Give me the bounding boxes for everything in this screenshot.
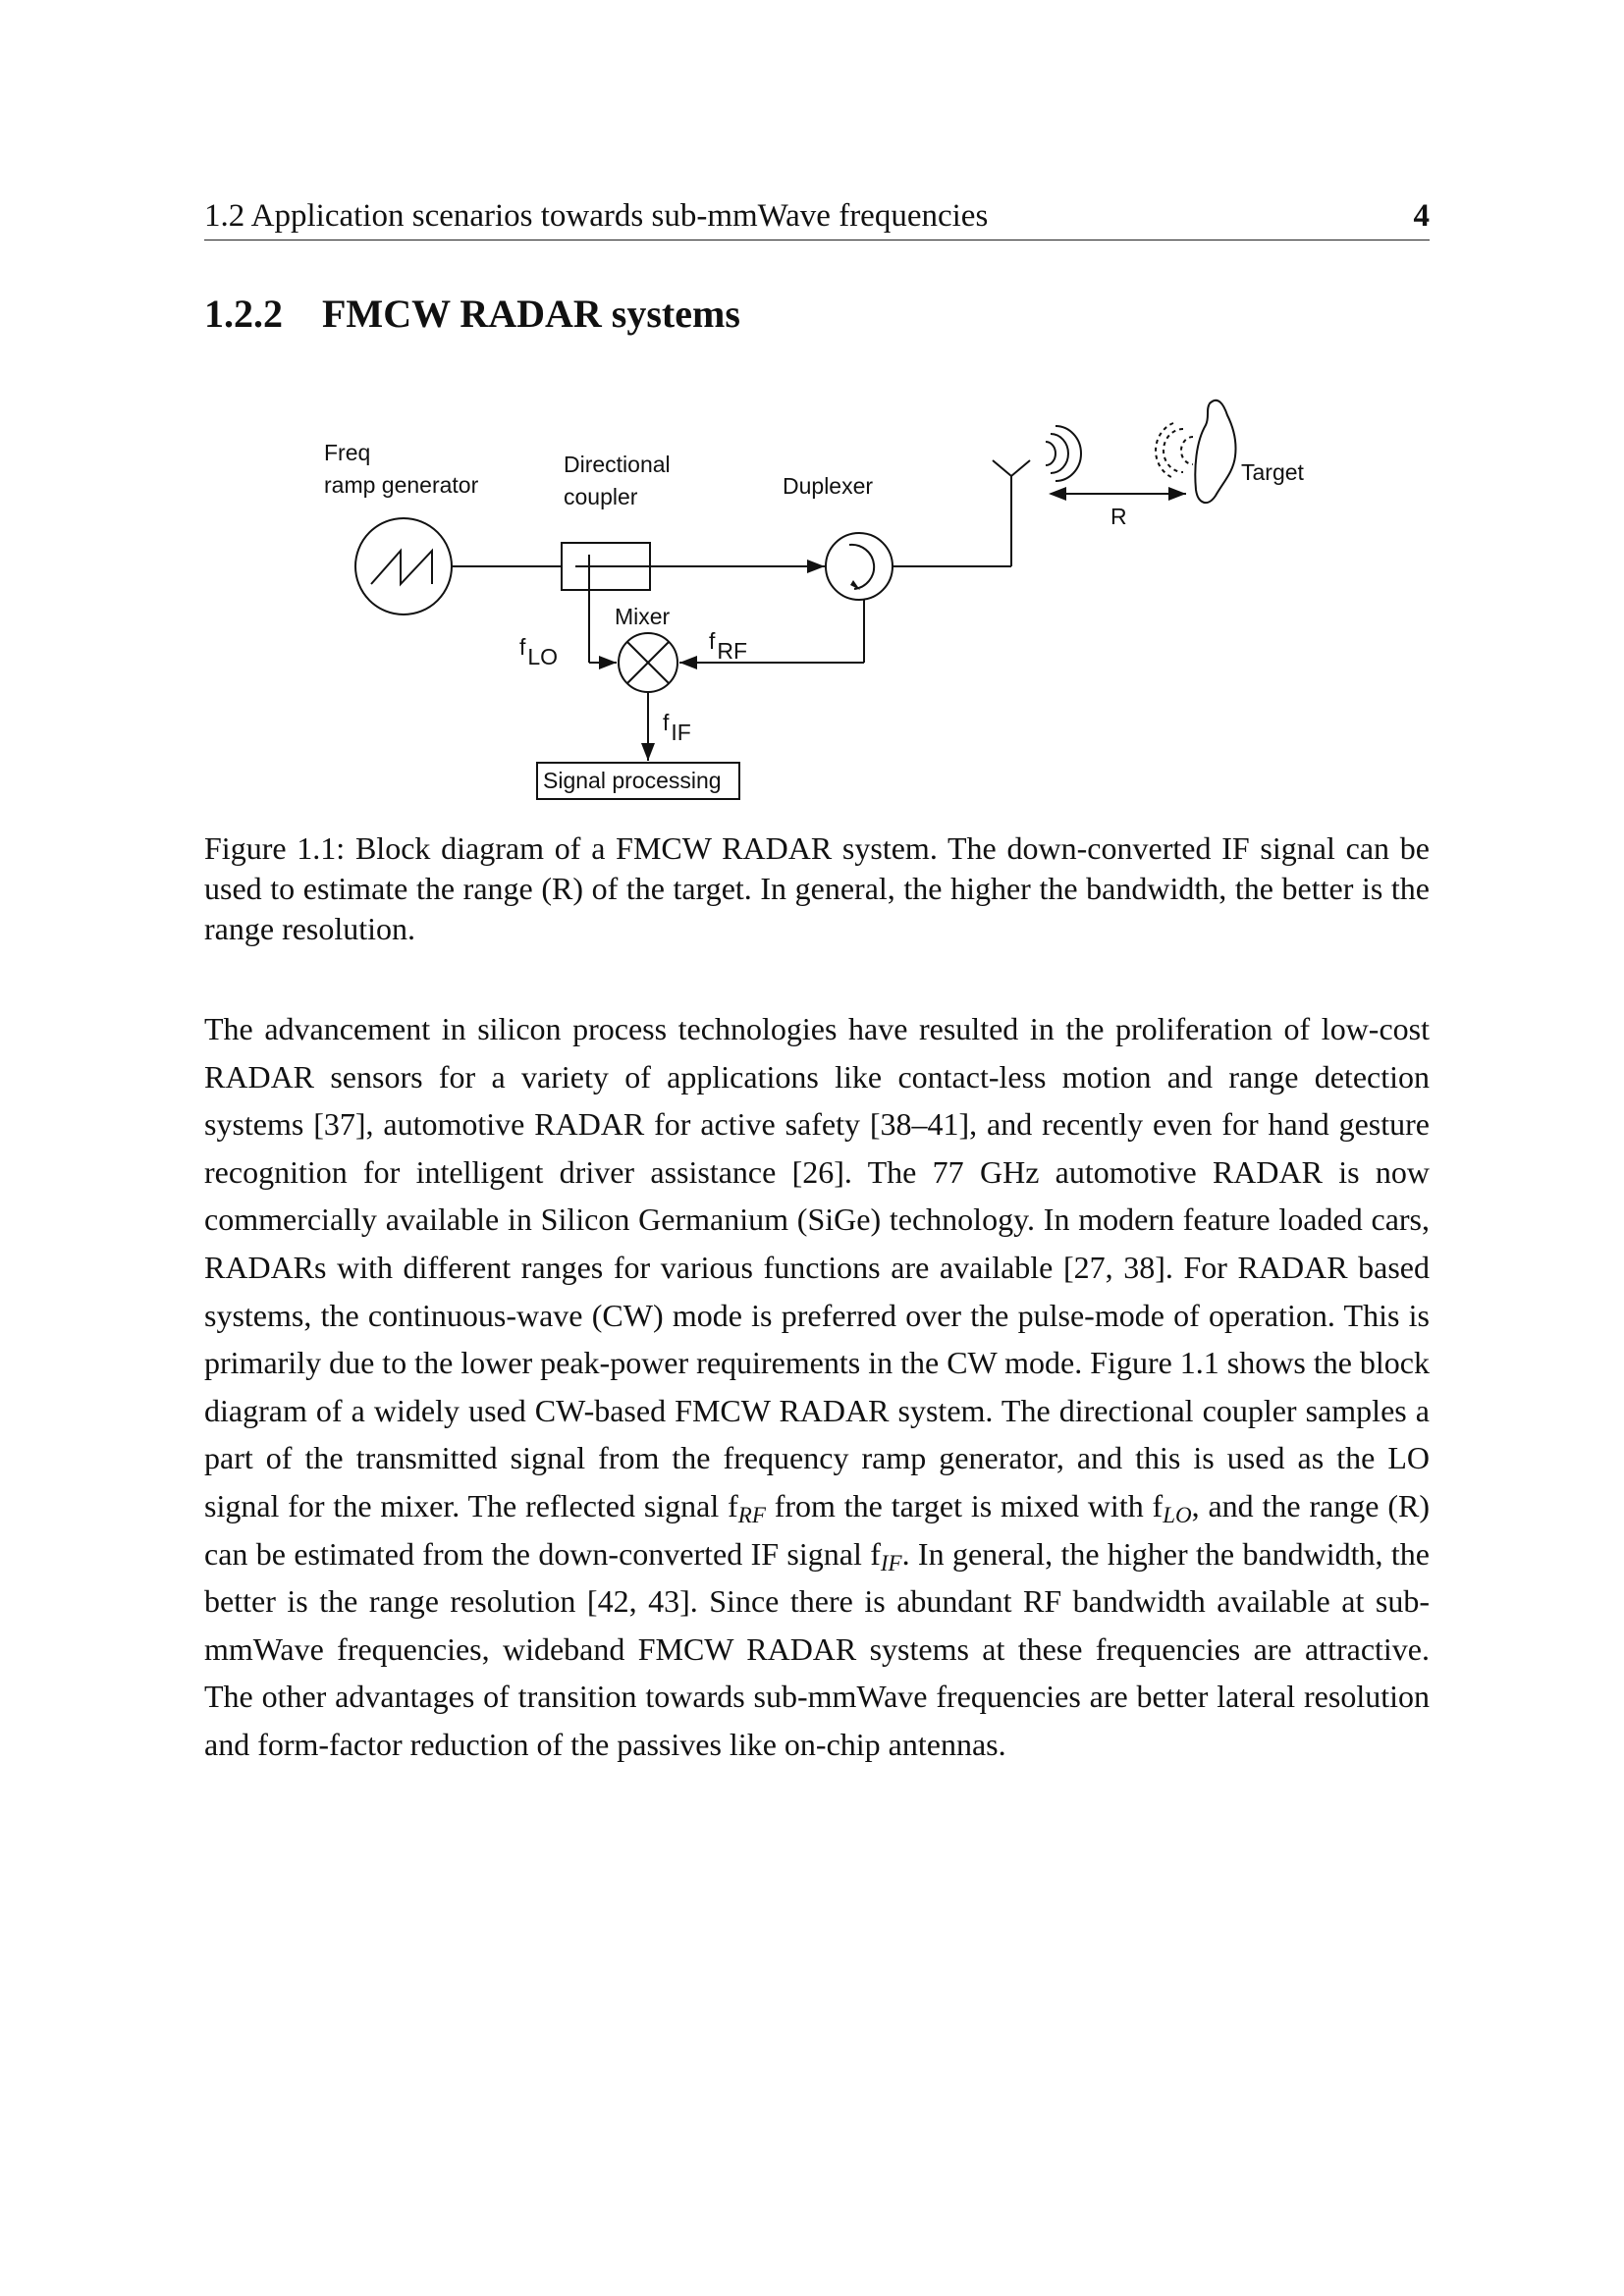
running-header (204, 194, 1430, 240)
range-label: R (1110, 504, 1127, 529)
section-number: 1.2.2 (204, 292, 283, 336)
duplexer-label: Duplexer (783, 473, 874, 499)
ramp-generator-label: Freq ramp generator (324, 440, 479, 499)
mixer-label: Mixer (615, 604, 671, 629)
section-title: FMCW RADAR systems (322, 292, 740, 336)
antenna-icon (993, 460, 1030, 476)
f-if-label: fIF (663, 710, 691, 745)
page-number: 4 (1413, 198, 1430, 234)
f-rf-label: fRF (709, 628, 748, 664)
radiated-wave-icon (1046, 426, 1081, 481)
coupler-label: Directional coupler (564, 452, 671, 510)
ramp-generator-symbol (355, 518, 452, 614)
body-paragraph: The advancement in silicon process technologies have resulted in the proliferation of low-cost RADAR sensors for a variety of applications like contact-less motion and range detection systems [37], automotive RADAR for active safety [38–41], and recently even for hand gesture recognition for intelligent driver assistance [26]. The 77 GHz automotive RADAR is now commercially available in Silicon Germanium (SiGe) technology. In modern feature loaded cars, RADARs with different ranges for various functions are available [27, 38]. For RADAR based systems, the continuous-wave (CW) mode is preferred over the pulse-mode of operation. This is primarily due to the lower peak-power requirements in the CW mode. Figure 1.1 shows the block diagram of a widely used CW-based FMCW RADAR system. The directional coupler samples a part of the transmitted signal from the frequency ramp generator, and this is used as the LO signal for the mixer. The reflected signal $f_{RF}$ from the target is mixed with $f_{LO}$, and the range (R) can be estimated from the down-converted IF signal $f_{IF}$. In general, the higher the bandwidth, the better is the range resolution [42, 43]. Since there is abundant RF bandwidth available at sub-mmWave frequencies, wideband FMCW RADAR systems at these frequencies are attractive. The other advantages of transition towards sub-mmWave frequencies are better lateral resolution and form-factor reduction of the passives like on-chip antennas. (204, 1011, 1431, 1762)
target-label: Target (1241, 459, 1304, 485)
sawtooth-icon (371, 551, 432, 584)
target-shape (1195, 400, 1235, 503)
duplexer-symbol (826, 533, 893, 600)
f-lo-label: fLO (519, 634, 559, 669)
block-diagram-figure (295, 388, 1335, 820)
reflected-wave-icon (1156, 423, 1193, 478)
section-heading (204, 291, 740, 337)
running-title: 1.2 Application scenarios towards sub-mmWave frequencies (204, 198, 989, 234)
figure-caption: Figure 1.1: Block diagram of a FMCW RADAR system. The down-converted IF signal can be used to estimate the range (R) of the target. In general, the higher the bandwidth, the better is the range resolution. (204, 830, 1430, 946)
signal-processing-label: Signal processing (543, 768, 722, 793)
